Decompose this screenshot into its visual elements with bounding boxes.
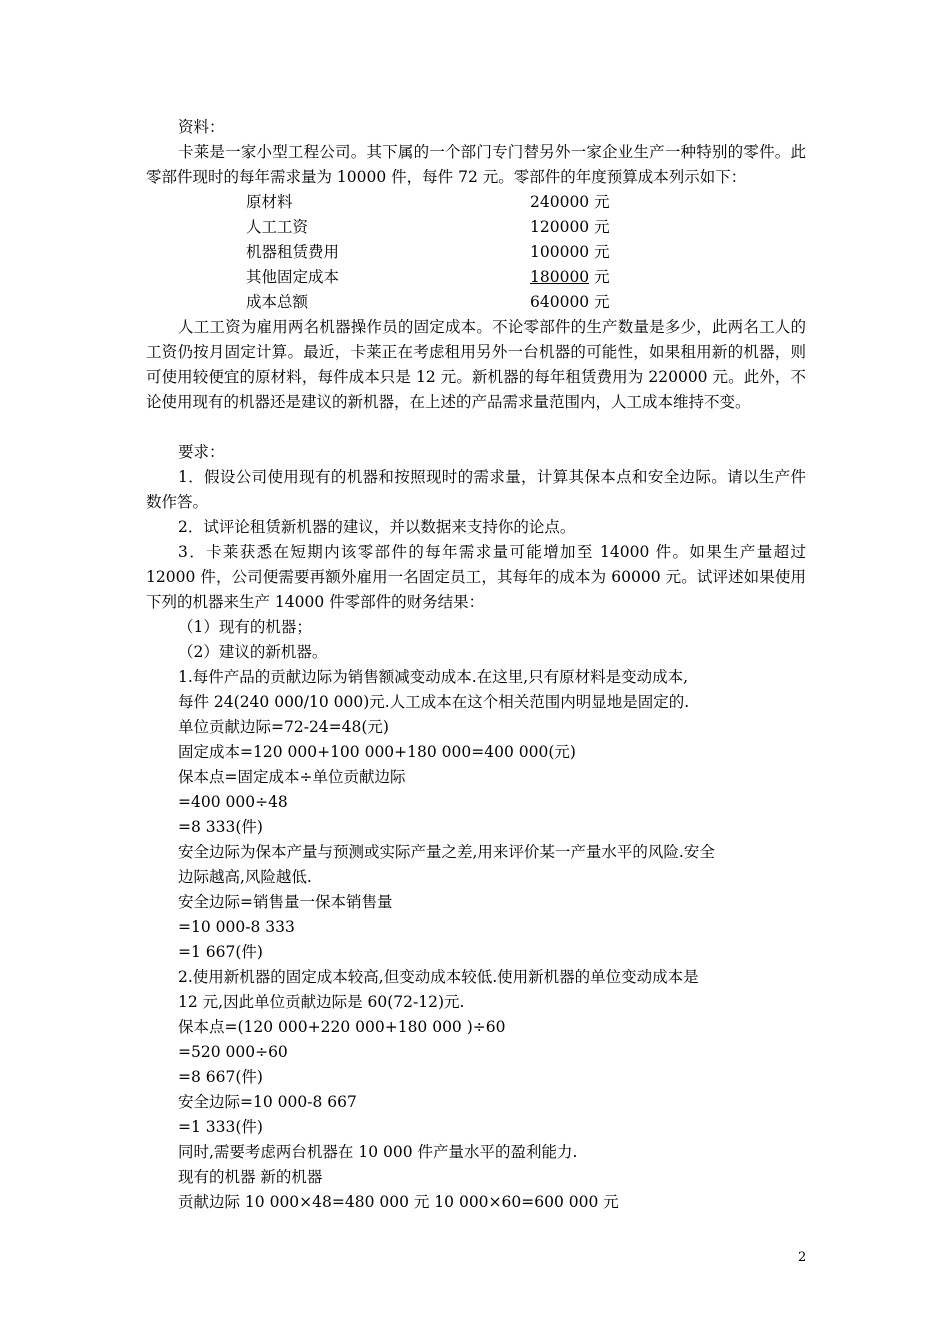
answer-line: =400 000÷48 <box>178 793 288 811</box>
answer-line: 12 元,因此单位贡献边际是 60(72-12)元. <box>178 993 465 1011</box>
answer-line: 每件 24(240 000/10 000)元.人工成本在这个相关范围内明显地是固定的. <box>178 693 690 711</box>
cost-label-machine-rental: 机器租赁费用 <box>246 243 340 261</box>
cost-label-labor: 人工工资 <box>246 218 309 236</box>
answer-line: =8 667(件) <box>178 1068 263 1086</box>
answer-line: =8 333(件) <box>178 818 263 836</box>
answer-line: =1 667(件) <box>178 943 263 961</box>
heading-requirements: 要求： <box>178 443 225 461</box>
answer-line: =1 333(件) <box>178 1118 263 1136</box>
answer-line: =520 000÷60 <box>178 1043 288 1061</box>
answer-line: 同时,需要考虑两台机器在 10 000 件产量水平的盈利能力. <box>178 1143 578 1161</box>
cost-value-labor: 120000 元 <box>530 218 610 236</box>
option-2: （2）建议的新机器。 <box>178 643 328 661</box>
requirement-2: 2．试评论租赁新机器的建议，并以数据来支持你的论点。 <box>178 518 576 536</box>
requirement-3: 3．卡莱获悉在短期内该零部件的每年需求量可能增加至 14000 件。如果生产量超过 12000 件，公司便需要再额外雇用一名固定员工，其每年的成本为 60000 元。试评述如果使用下列的机器来生产 14000 件零部件的财务结果： <box>146 543 806 611</box>
labor-paragraph: 人工工资为雇用两名机器操作员的固定成本。不论零部件的生产数量是多少，此两名工人的工资仍按月固定计算。最近，卡莱正在考虑租用另外一台机器的可能性，如果租用新的机器，则可使用较便宜的原材料，每件成本只是 12 元。新机器的每年租赁费用为 220000 元。此外，不论使用现有的机器还是建议的新机器，在上述的产品需求量范围内，人工成本维持不变。 <box>146 318 806 411</box>
intro-paragraph: 卡莱是一家小型工程公司。其下属的一个部门专门替另外一家企业生产一种特别的零件。此零部件现时的每年需求量为 10000 件，每件 72 元。零部件的年度预算成本列示如下： <box>146 143 806 186</box>
answer-line: 边际越高,风险越低. <box>178 868 312 886</box>
requirement-1: 1．假设公司使用现有的机器和按照现时的需求量，计算其保本点和安全边际。请以生产件数作答。 <box>146 468 806 511</box>
answer-line: 贡献边际 10 000×48=480 000 元 10 000×60=600 000 元 <box>178 1193 619 1211</box>
answer-line: 1.每件产品的贡献边际为销售额减变动成本.在这里,只有原材料是变动成本, <box>178 668 689 686</box>
cost-label-raw-materials: 原材料 <box>246 193 293 211</box>
heading-material: 资料： <box>178 118 225 136</box>
cost-value-other-fixed: 180000 元 <box>530 268 610 286</box>
answer-line: =10 000-8 333 <box>178 918 295 936</box>
answer-line: 固定成本=120 000+100 000+180 000=400 000(元) <box>178 743 576 761</box>
cost-value-machine-rental: 100000 元 <box>530 243 610 261</box>
answer-line: 保本点=(120 000+220 000+180 000 )÷60 <box>178 1018 506 1036</box>
cost-value-total: 640000 元 <box>530 293 610 311</box>
cost-label-other-fixed: 其他固定成本 <box>246 268 340 286</box>
answer-line: 保本点=固定成本÷单位贡献边际 <box>178 768 406 786</box>
answer-line: 安全边际为保本产量与预测或实际产量之差,用来评价某一产量水平的风险.安全 <box>178 843 715 861</box>
answer-line: 2.使用新机器的固定成本较高,但变动成本较低.使用新机器的单位变动成本是 <box>178 968 699 986</box>
answer-line: 单位贡献边际=72-24=48(元) <box>178 718 389 736</box>
cost-value-raw-materials: 240000 元 <box>530 193 610 211</box>
option-1: （1）现有的机器； <box>178 618 312 636</box>
answer-line: 现有的机器 新的机器 <box>178 1168 323 1186</box>
cost-label-total: 成本总额 <box>246 293 309 311</box>
answer-line: 安全边际=10 000-8 667 <box>178 1093 357 1111</box>
answer-line: 安全边际=销售量一保本销售量 <box>178 893 393 911</box>
page-number: 2 <box>798 1250 807 1265</box>
